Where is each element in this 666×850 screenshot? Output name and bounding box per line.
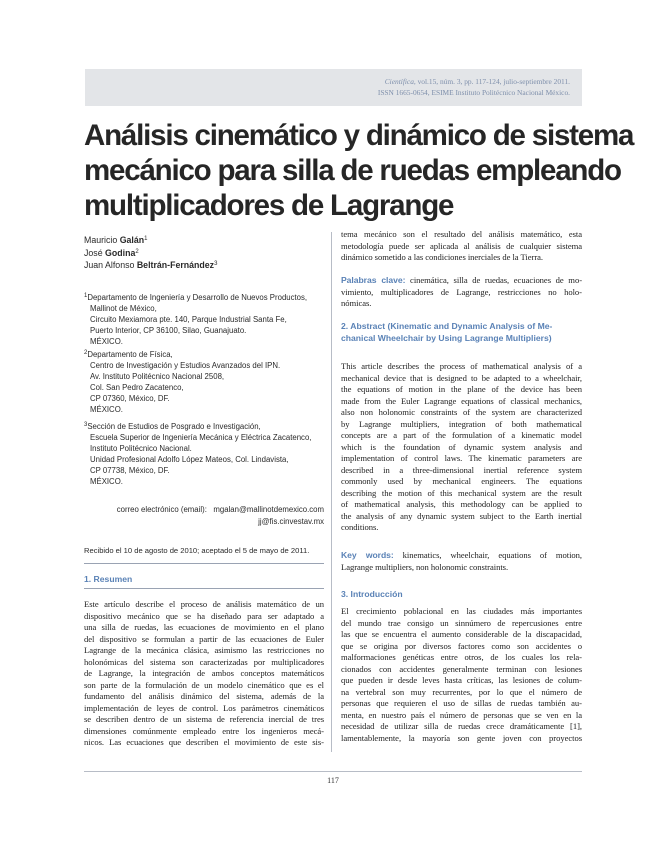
- author: José Godina$^2$: [84, 247, 139, 258]
- divider: [84, 588, 324, 589]
- journal-citation: [385, 77, 570, 86]
- email-address: mgalan@mallinotdemexico.com: [213, 505, 324, 514]
- resumen-continuation: tema mecánico son el resultado del análisis matemático, esta metodología puede ser aplicada al análisis de cualquier sistema dinámico sometido a las condiciones inerciales de la Tierra.: [341, 229, 582, 262]
- title-line: Análisis cinemático y dinámico de sistema: [84, 119, 634, 152]
- abstract-text: This article describes the process of mathematical analysis of a mechanical device that is designed to be adapted to a wheelchair, the equations of motion in the plane of the device has been made from the Euler Lagrange equations of classical mechanics, also non holonomic constraints of the system are characterized by Lagrange multipliers, integration of both mathematical concepts are a part of the formulation of a kinematic model which is the foundation of dynamic system analysis and implementation of control laws. The kinematic parameters are described in a three-dimensional inertial reference system commonly used by mechanical engineers. The equations describing the motion of this mechanical system are the result of mathematical analysis, this methodology can be applied to the analysis of any dynamic system subject to the Earth inertial conditions.: [341, 361, 582, 532]
- palabras-clave: Palabras clave: cinemática, silla de ruedas, ecuaciones de mo- vimiento, multiplicadores de Lagrange, restricciones no holo- nómicas.: [341, 275, 583, 308]
- affiliation-3: $^3$Sección de Estudios de Posgrado e Investigación, Escuela Superior de Ingeniería Mecánica y Eléctrica Zacatenco, Instituto Politécnico Nacional. Unidad Profesional Adolfo López Mateos, Col. Lindavista, CP 07738, México, DF. MÉXICO.: [84, 422, 312, 486]
- title-line: multiplicadores de Lagrange: [84, 189, 454, 222]
- section-heading-resumen: 1. Resumen: [84, 574, 133, 584]
- received-dates: Recibido el 10 de agosto de 2010; aceptado el 5 de mayo de 2011.: [84, 546, 310, 555]
- journal-volume: vol.15, núm. 3, pp. 117-124, julio-septiembre 2011.: [417, 77, 570, 86]
- footer-rule: [84, 771, 582, 772]
- author: Mauricio Galán$^1$: [84, 235, 148, 245]
- keywords-label: Palabras clave:: [341, 275, 406, 285]
- journal-issn: ISSN 1665-0654, ESIME Instituto Politécnico Nacional México.: [377, 88, 570, 97]
- author-list: [84, 234, 217, 272]
- journal-name: Científica,: [384, 77, 416, 86]
- divider: [84, 563, 324, 564]
- introduccion-text: El crecimiento poblacional en las ciudades más importantes del mundo trae consigo un sinnúmero de repercusiones entre las que se encuentra el aumento considerable de la discapacidad, que se origina por diversos factores como son accidentes o malformaciones genéticas entre otros, de los cuales los rela- cionados con accidentes generalmente terminan con lesiones que pueden ir desde leves hasta críticas, las lesiones de colum- na vertebral son muy recurrentes, por lo que el número de personas que requieren el uso de sillas de ruedas también au- menta, en nuestro país el número de personas que se ven en la necesidad de utilizar silla de ruedas crece dramáticamente [1], lamentablemente, la mayoría son gente joven con proyectos: [341, 606, 582, 743]
- paper-title: [84, 118, 634, 223]
- email-label: correo electrónico (email):: [116, 505, 207, 514]
- affiliation-2: $^2$Departamento de Física, Centro de Investigación y Estudios Avanzados del IPN. Av. Instituto Politécnico Nacional 2508, Col. San Pedro Zacatenco, CP 07360, México, DF. MÉXICO.: [84, 350, 281, 414]
- affiliation-1: $^1$Departamento de Ingeniería y Desarrollo de Nuevos Productos, Mallinot de México, Circuito Mexiamora pte. 140, Parque Industrial Santa Fe, Puerto Interior, CP 36100, Silao, Guanajuato. MÉXICO.: [84, 293, 308, 346]
- author: Juan Alfonso Beltrán-Fernández$^3$: [84, 260, 218, 270]
- resumen-text: Este artículo describe el proceso de análisis matemático de un dispositivo mecánico que se ha diseñado para ser adaptado a una silla de ruedas, las ecuaciones de movimiento en el plano del dispositivo se formulan a partir de las ecuaciones de Euler Lagrange de la mecánica clásica, asimismo las restricciones no holonómicas del sistema son caracterizadas por multiplicadores de Lagrange, la integración de ambos conceptos matemáticos son parte de la formulación de un modelo cinemático que es el fundamento del análisis dinámico del sistema, además de la implementación de leyes de control. Los parámetros cinemáticos se describen dentro de un sistema de referencia inercial de tres dimensiones comúnmente empleado entre los ingenieros mecá- nicos. Las ecuaciones que describen el movimiento de este sis-: [84, 599, 324, 747]
- column-divider: [331, 232, 332, 752]
- title-line: mecánico para silla de ruedas empleando: [84, 154, 621, 187]
- key-words: Key words: kinematics, wheelchair, equations of motion, Lagrange multipliers, non holonomic constraints.: [341, 550, 583, 572]
- keywords-label: Key words:: [341, 550, 394, 560]
- section-heading-abstract: 2. Abstract (Kinematic and Dynamic Analysis of Me- chanical Wheelchair by Using Lagrange Multipliers): [341, 321, 553, 343]
- email-block: [117, 504, 324, 527]
- email-address: jj@fis.cinvestav.mx: [258, 516, 324, 526]
- section-heading-introduccion: 3. Introducción: [341, 589, 403, 599]
- page-number: 117: [327, 776, 339, 785]
